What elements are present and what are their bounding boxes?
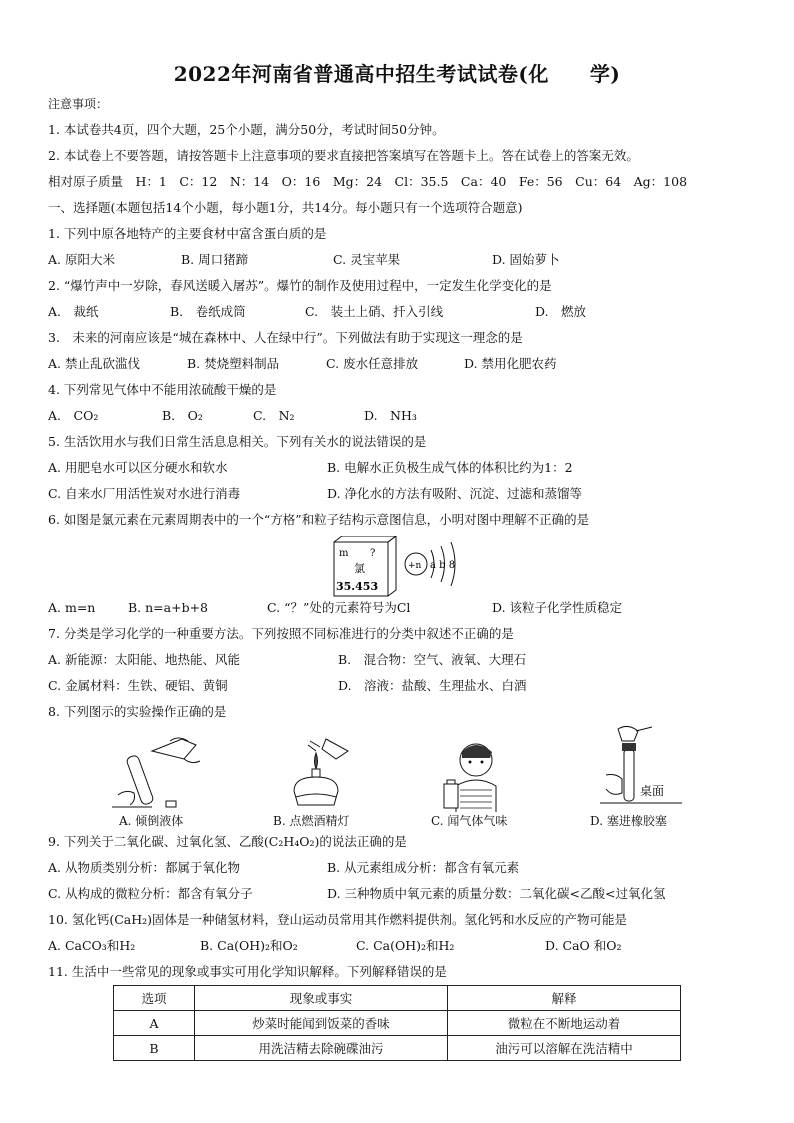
table-cell: A [114,1011,195,1036]
question-9-option-d: D. 三种物质中氧元素的质量分数：二氧化碳<乙酸<过氧化氢 [327,886,666,901]
question-4-option-d: D. NH₃ [364,408,417,423]
question-3-option-b: B. 焚烧塑料制品 [187,356,280,371]
element-atomic-number: m [339,548,349,559]
electron-shells: a b 8 [430,560,456,571]
chlorine-element-figure [330,536,470,598]
question-1-option-c: C. 灵宝苹果 [333,252,401,267]
question-3-option-a: A. 禁止乱砍滥伐 [48,356,140,371]
question-9-option-c: C. 从构成的微粒分析：都含有氧分子 [48,886,253,901]
notice-item-1: 1. 本试卷共4页，四个大题，25个小题，满分50分，考试时间50分钟。 [48,122,445,137]
table-header-option: 选项 [114,986,195,1011]
question-4-option-b: B. O₂ [162,408,203,423]
question-6-option-c: C. “？”处的元素符号为Cl [267,600,411,615]
question-9-stem: 9. 下列关于二氧化碳、过氧化氢、乙酸(C₂H₄O₂)的说法正确的是 [48,834,407,849]
question-8-caption-b: B. 点燃酒精灯 [273,814,350,828]
rubber-stopper-figure [600,723,685,811]
question-1-option-a: A. 原阳大米 [48,252,115,267]
section-heading: 一、选择题(本题包括14个小题，每小题1分，共14分。每小题只有一个选项符合题意) [48,200,523,215]
question-6-stem: 6. 如图是氯元素在元素周期表中的一个“方格”和粒子结构示意图信息，小明对图中理解不正确的是 [48,512,590,527]
question-3-option-d: D. 禁用化肥农药 [464,356,557,371]
question-11-stem: 11. 生活中一些常见的现象或事实可用化学知识解释。下列解释错误的是 [48,964,447,979]
question-9-option-a: A. 从物质类别分析：都属于氧化物 [48,860,240,875]
question-2-option-a: A. 裁纸 [48,304,99,319]
question-8-caption-a: A. 倾倒液体 [119,814,184,828]
question-6-option-d: D. 该粒子化学性质稳定 [492,600,623,615]
question-1-option-d: D. 固始萝卜 [492,252,560,267]
question-8-caption-c: C. 闻气体气味 [431,814,508,828]
question-5-option-b: B. 电解水正负极生成气体的体积比约为1：2 [327,460,573,475]
question-5-option-a: A. 用肥皂水可以区分硬水和软水 [48,460,228,475]
table-header-fact: 现象或事实 [195,986,448,1011]
element-atomic-mass: 35.453 [336,580,379,593]
question-10-option-c: C. Ca(OH)₂和H₂ [356,938,455,953]
table-header-row [114,986,681,1011]
question-5-option-d: D. 净化水的方法有吸附、沉淀、过滤和蒸馏等 [327,486,583,501]
element-symbol-unknown: ? [370,548,376,559]
table-cell: 微粒在不断地运动着 [448,1011,681,1036]
pouring-liquid-figure [112,735,207,813]
question-8-stem: 8. 下列图示的实验操作正确的是 [48,704,227,719]
table-cell: 用洗洁精去除碗碟油污 [195,1036,448,1061]
question-6-option-b: B. n=a+b+8 [128,600,209,615]
question-4-option-a: A. CO₂ [48,408,99,423]
table-row [114,1036,681,1061]
question-10-option-a: A. CaCO₃和H₂ [48,938,136,953]
notice-heading: 注意事项： [48,97,109,111]
table-cell: B [114,1036,195,1061]
question-2-option-b: B. 卷纸成筒 [170,304,246,319]
smelling-gas-figure [440,740,510,812]
question-7-option-b: B. 混合物：空气、液氧、大理石 [338,652,527,667]
table-cell: 炒菜时能闻到饭菜的香味 [195,1011,448,1036]
atomic-mass-line: 相对原子质量 H：1 C：12 N：14 O：16 Mg：24 Cl：35.5 Ca：40 Fe：56 Cu：64 Ag：108 [48,174,688,189]
question-5-option-c: C. 自来水厂用活性炭对水进行消毒 [48,486,241,501]
question-2-option-d: D. 燃放 [535,304,587,319]
question-4-stem: 4. 下列常见气体中不能用浓硫酸干燥的是 [48,382,277,397]
question-7-stem: 7. 分类是学习化学的一种重要方法。下列按照不同标准进行的分类中叙述不正确的是 [48,626,514,641]
question-10-option-d: D. CaO 和O₂ [545,938,622,953]
question-1-stem: 1. 下列中原各地特产的主要食材中富含蛋白质的是 [48,226,327,241]
question-8-caption-d: D. 塞进橡胶塞 [590,814,667,828]
question-10-option-b: B. Ca(OH)₂和O₂ [200,938,298,953]
question-3-stem: 3. 未来的河南应该是“城在森林中、人在绿中行”。下列做法有助于实现这一理念的是 [48,330,523,345]
notice-item-2: 2. 本试卷上不要答题，请按答题卡上注意事项的要求直接把答案填写在答题卡上。答在试卷上的答案无效。 [48,148,639,163]
table-cell: 油污可以溶解在洗洁精中 [448,1036,681,1061]
element-name: 氯 [354,562,365,575]
question-9-option-b: B. 从元素组成分析：都含有氧元素 [327,860,520,875]
table-row [114,1011,681,1036]
question-1-option-b: B. 周口猪蹄 [181,252,249,267]
question-2-option-c: C. 装土上硝、扦入引线 [305,304,444,319]
question-4-option-c: C. N₂ [253,408,295,423]
question-7-option-a: A. 新能源：太阳能、地热能、风能 [48,652,240,667]
nucleus-charge: +n [408,561,422,571]
question-10-stem: 10. 氢化钙(CaH₂)固体是一种储氢材料，登山运动员常用其作燃料提供剂。氢化钙和水反应的产物可能是 [48,912,628,927]
question-7-option-c: C. 金属材料：生铁、硬铝、黄铜 [48,678,228,693]
alcohol-lamp-figure [286,733,356,811]
question-2-stem: 2. “爆竹声中一岁除，春风送暖入屠苏”。爆竹的制作及使用过程中，一定发生化学变化的是 [48,278,552,293]
page-title: 2022年河南省普通高中招生考试试卷(化 学) [173,62,621,86]
question-3-option-c: C. 废水任意排放 [326,356,419,371]
question-5-stem: 5. 生活饮用水与我们日常生活息息相关。下列有关水的说法错误的是 [48,434,427,449]
table-header-explanation: 解释 [448,986,681,1011]
explanation-table [113,985,681,1061]
question-7-option-d: D. 溶液：盐酸、生理盐水、白酒 [338,678,527,693]
question-6-option-a: A. m=n [48,600,96,615]
desk-label: 桌面 [640,784,665,798]
